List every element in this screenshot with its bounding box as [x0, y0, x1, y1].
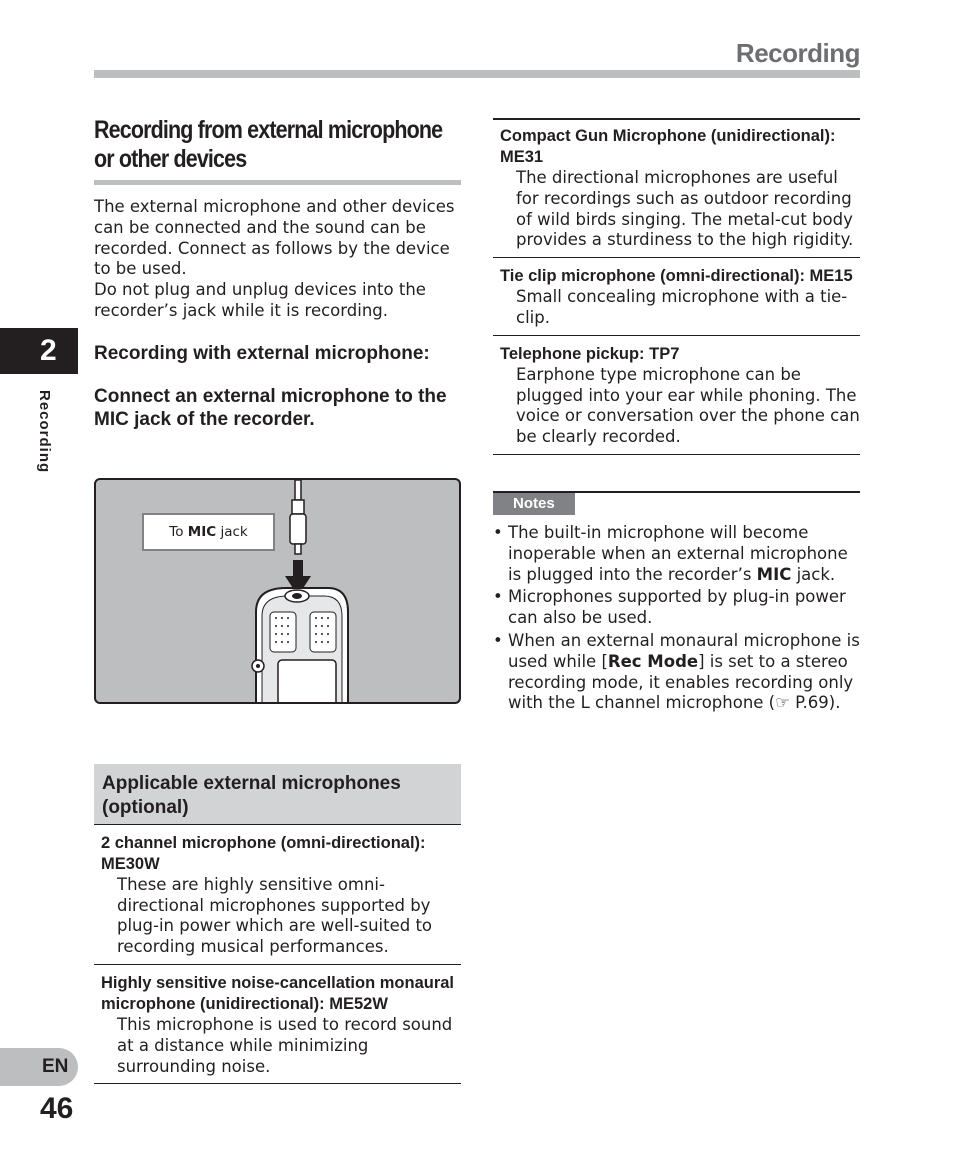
mic-name: Highly sensitive noise-cancellation monaural microphone (unidirectional): ME52W: [101, 973, 455, 1013]
mic-name: 2 channel microphone (omni-directional): ME30W: [101, 833, 426, 873]
mic-name: Telephone pickup: TP7: [500, 344, 680, 363]
notes-label: Notes: [493, 493, 575, 515]
mic-item-me30w: [94, 825, 461, 965]
note-item: • The built-in microphone will become inoperable when an external microphone is plugged into the recorder’s MIC jack.: [493, 523, 860, 585]
title-rule: [94, 180, 461, 185]
language-tab: EN: [0, 1048, 78, 1086]
mic-description: Small concealing microphone with a tie-clip.: [516, 287, 848, 327]
header-rule: [94, 70, 860, 78]
mic-name: Tie clip microphone (omni-directional): ME15: [500, 267, 853, 286]
mic-item-tp7: [493, 336, 860, 455]
left-column: [94, 116, 461, 1084]
chapter-label: Recording: [36, 390, 53, 474]
mic-jack-callout: To MIC jack: [142, 513, 275, 551]
applicable-mics-heading: Applicable external microphones (optional): [102, 772, 401, 818]
mic-description: This microphone is used to record sound at a distance while minimizing surrounding noise.: [117, 1014, 453, 1076]
mic-name: Compact Gun Microphone (unidirectional): ME31: [500, 127, 836, 166]
intro-paragraph: The external microphone and other devices can be connected and the sound can be recorded. Connect as follows by the device to be used.: [94, 197, 455, 279]
note-item: • When an external monaural microphone is used while [Rec Mode] is set to a stereo recording mode, it enables recording only with the L channel microphone (☞ P.69).: [493, 631, 860, 714]
mic-item-me31: [493, 118, 860, 258]
mic-description: Earphone type microphone can be plugged into your ear while phoning. The voice or conversation over the phone can be clearly recorded.: [516, 364, 860, 447]
mic-description: These are highly sensitive omni-directional microphones supported by plug-in power which are well-suited to recording musical performances.: [117, 874, 433, 957]
mic-item-me15: [493, 257, 860, 336]
notes-list: [493, 523, 860, 714]
page-number: 46: [40, 1092, 74, 1125]
mic-description: The directional microphones are useful for recordings such as outdoor recording of wild birds singing. The metal-cut body provides a sturdiness to the high rigidity.: [516, 168, 854, 250]
notes-header: [493, 491, 860, 515]
intro-text: [94, 197, 461, 322]
warning-paragraph: Do not plug and unplug devices into the recorder’s jack while it is recording.: [94, 280, 426, 320]
section-title: Recording from external microphone or other devices: [94, 116, 443, 173]
right-column: [493, 118, 860, 716]
applicable-mics-heading-box: [94, 764, 461, 825]
running-head: Recording: [735, 38, 860, 68]
chapter-tab: 2: [0, 328, 78, 374]
instruction-step: Connect an external microphone to the MIC jack of the recorder.: [94, 385, 447, 430]
connection-illustration: [94, 478, 461, 704]
subhead-external-mic: Recording with external microphone:: [94, 342, 430, 364]
mic-item-me52w: [94, 965, 461, 1084]
page-reference: ☞ P.69: [775, 693, 829, 713]
note-item: • Microphones supported by plug-in power can also be used.: [493, 587, 860, 629]
